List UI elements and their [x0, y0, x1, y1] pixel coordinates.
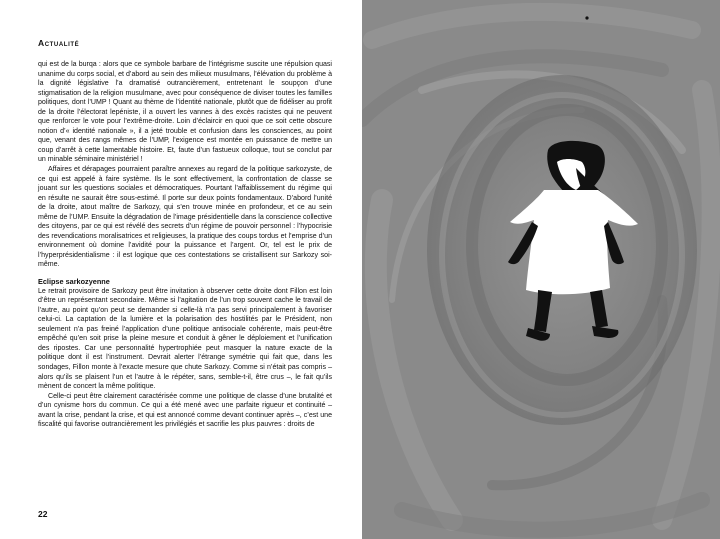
paragraph-3: Le retrait provisoire de Sarkozy peut être invitation à observer cette droite dont Fillon est loin d’être un représentant secondaire. Même si l’agitation de l’un trop souvent cache le travail de l’autre, au point qu’on peut se demander si celle-là n’a pas servi principalement à favoriser celui-ci. La captation de la lumière et la polarisation des hostilités par le Président, non seulement n’a pas freiné l’application d’une politique antisociale cohérente, mais peut-être empêché qu’en soit prise la pleine mesure et conduit à gêner le déploiement et l’unification des ripostes. Car une personnalité hypertrophiée peut masquer la nature exacte de la politique dont il est l’instrument. Devrait alerter l’étrange symétrie qui fait que, dans les sondages, Fillon monte à l’exacte mesure que chute Sarkozy. Comme si n’était pas compris – alors qu’ils se plaisent l’un et l’autre à le répéter, sans, semble-t-il, être crus –, le fait qu’ils mènent de concert la même politique. — [38, 287, 332, 391]
page-number: 22 — [38, 509, 48, 519]
painting-icon — [362, 0, 720, 539]
right-page-illustration — [362, 0, 720, 539]
paragraph-2: Affaires et dérapages pourraient paraître annexes au regard de la politique sarkozyste, de ce qui est appelé à faire système. Ils le sont effectivement, la confrontation de classe se jouant sur les questions sociales et démocratiques. Pourtant l’affaiblissement du régime qui en résulte ne saurait être sous-estimé. Il porte sur deux points fondamentaux. D’abord l’unité de la droite, atout maître de Sarkozy, qui s’en trouve minée en profondeur, et ce au sein même de l’UMP. Ensuite la dégradation de l’image présidentielle dans la conscience collective des citoyens, par ce qui est révélé des secrets d’un régime de pouvoir personnel : l’hypocrisie des revendications moralisatrices et religieuses, la pratique des coups tordus et l’emprise d’un environnement où domine l’avidité pour la puissance et l’argent. Or, tel est le prix de l’hyperprésidentialisme : il est logique que ces contestations se cristallisent sur Sarkozy soi-même. — [38, 166, 332, 269]
text-column — [38, 60, 332, 430]
running-head: Actualité — [38, 38, 80, 48]
paragraph-1: qui est de la burqa : alors que ce symbole barbare de l’intégrisme suscite une répulsion quasi unanime du corps social, et d’abord au sein des milieux musulmans, l’élévation du problème à la dignité législative l’a dramatisé outrancièrement, entretenant le soupçon d’une stigmatisation de la religion musulmane, avec pour conséquence de diviser toutes les familles politiques, dont l’UMP ! Quant au thème de l’identité nationale, plutôt que de fidéliser au profit de la droite l’électorat lepéniste, il a ouvert les vannes à des excès racistes qui ne peuvent que renforcer le vote pour l’extrême-droite. Loin d’éclaircir en quoi que ce soit cette obscure notion d’« identité nationale », il a jeté trouble et confusion dans les consciences, au point que, venant des rangs mêmes de l’UMP, l’exigence est montée en puissance de mettre un coup d’arrêt à cette lamentable histoire. Et, faute d’un fastueux colloque, tout se conclut par un minable séminaire ministériel ! — [38, 61, 332, 164]
paragraph-4: Celle-ci peut être clairement caractérisée comme une politique de classe d’une brutalité et d’un cynisme hors du commun. Ce qui a été mené avec une parfaite rigueur et continuité – avant la crise, pendant la crise, et qui est annoncé comme devant continuer après –, c’est une fiscalité qui favorise outrancièrement les privilégiés et sacrifie les plus pauvres : droits de — [38, 392, 332, 429]
section-heading: Eclipse sarkozyenne — [38, 277, 110, 287]
